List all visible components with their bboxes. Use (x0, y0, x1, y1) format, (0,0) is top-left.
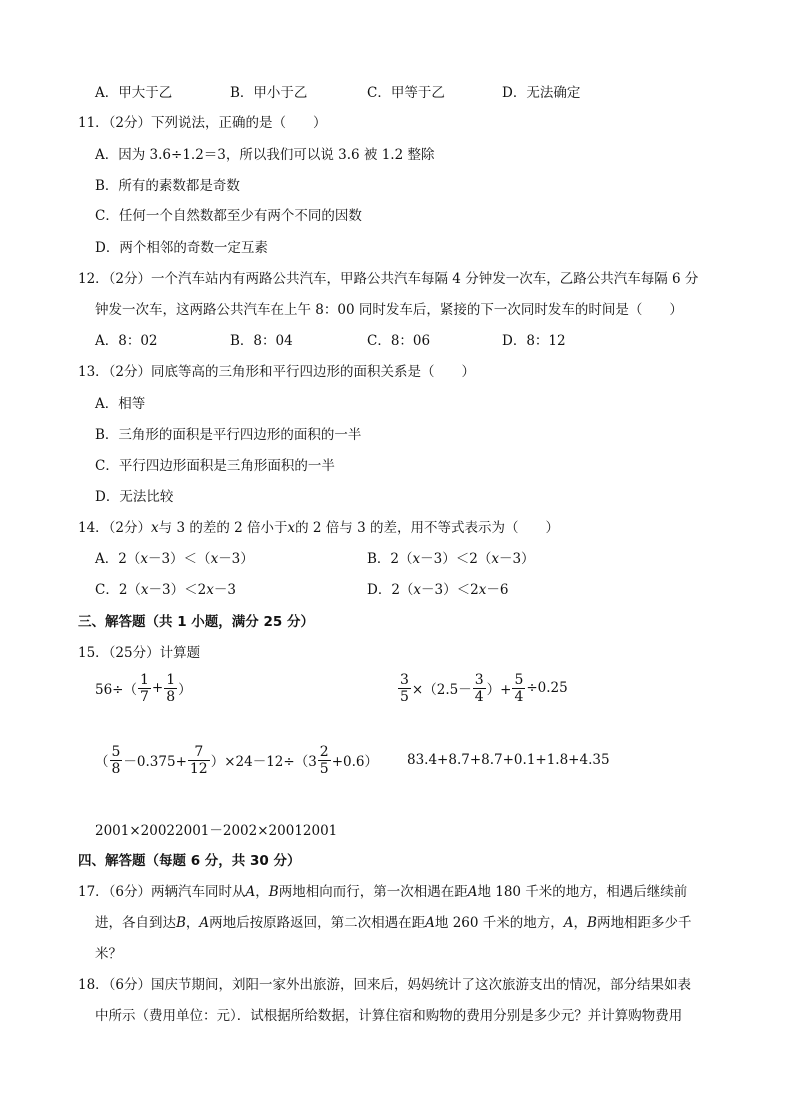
expression-4: 83.4+8.7+8.7+0.1+1.8+4.35 (407, 752, 610, 768)
q14-stem: 14．（2分）x与 3 的差的 2 倍小于x的 2 倍与 3 的差，用不等式表示为（ ） (78, 520, 559, 536)
q13-stem: 13．（2分）同底等高的三角形和平行四边形的面积关系是（ ） (78, 364, 476, 380)
expression-1: 56÷（ $\frac{1}{7}$ + $\frac{1}{8}$ ） (95, 671, 192, 705)
expression-2: $\frac{3}{5}$ ×（2.5－ $\frac{3}{4}$ ）+ $\frac{5}{4}$ ÷0.25 (400, 671, 568, 705)
section4-title: 四、解答题（每题 6 分，共 30 分） (78, 853, 301, 869)
q11-option-b: B．所有的素数都是奇数 (95, 178, 240, 194)
q17-line1: 17．（6分）两辆汽车同时从A，B两地相向而行，第一次相遇在距A地 180 千米的地方，相遇后继续前 (78, 884, 688, 900)
q17-line3: 米？ (95, 946, 122, 962)
fraction: $\frac{7}{12}$ (189, 743, 208, 777)
q11-option-d: D．两个相邻的奇数一定互素 (95, 240, 268, 256)
q14-option-c: C．2（x－3）＜2x－3 (95, 582, 236, 598)
expression-3: （ $\frac{5}{8}$ －0.375+ $\frac{7}{12}$ ）×24－12÷（3 $\frac{2}{5}$ +0.6） (95, 743, 378, 777)
q10-option-d: D．无法确定 (502, 85, 581, 101)
q12-option-b: B．8：04 (230, 333, 293, 349)
q10-option-a: A．甲大于乙 (95, 85, 173, 101)
q18-line2: 中所示（费用单位：元）．试根据所给数据，计算住宿和购物的费用分别是多少元？并计算购物费用 (95, 1008, 683, 1024)
q12-stem-line2: 钟发一次车，这两路公共汽车在上午 8：00 同时发车后，紧接的下一次同时发车的时间是（ ） (95, 302, 683, 318)
q11-stem: 11．（2分）下列说法，正确的是（ ） (78, 115, 327, 131)
q10-option-c: C．甲等于乙 (367, 85, 445, 101)
section3-title: 三、解答题（共 1 小题，满分 25 分） (78, 614, 314, 630)
q12-stem-line1: 12．（2分）一个汽车站内有两路公共汽车，甲路公共汽车每隔 4 分钟发一次车，乙路公共汽车每隔 6 分 (78, 271, 699, 287)
q11-option-a: A．因为 3.6÷1.2＝3，所以我们可以说 3.6 被 1.2 整除 (95, 147, 435, 163)
q13-option-a: A．相等 (95, 396, 146, 412)
fraction: $\frac{5}{8}$ (111, 743, 121, 777)
q14-option-a: A．2（x－3）＜（x－3） (95, 551, 254, 567)
fraction: $\frac{5}{4}$ (514, 671, 524, 705)
q15-stem: 15．（25分）计算题 (78, 645, 201, 661)
q10-option-b: B．甲小于乙 (230, 85, 308, 101)
fraction: $\frac{1}{8}$ (166, 671, 176, 705)
q11-option-c: C．任何一个自然数都至少有两个不同的因数 (95, 208, 362, 224)
q12-option-d: D．8：12 (502, 333, 566, 349)
q12-option-c: C．8：06 (367, 333, 431, 349)
expression-5: 2001×20022001－2002×20012001 (95, 823, 338, 839)
q17-line2: 进，各自到达B，A两地后按原路返回，第二次相遇在距A地 260 千米的地方，A，B两地相距多少千 (95, 915, 692, 931)
q18-line1: 18．（6分）国庆节期间，刘阳一家外出旅游，回来后，妈妈统计了这次旅游支出的情况，部分结果如表 (78, 977, 692, 993)
fraction: $\frac{2}{5}$ (319, 743, 329, 777)
q13-option-d: D．无法比较 (95, 489, 174, 505)
q14-option-b: B．2（x－3）＜2（x－3） (367, 551, 535, 567)
q13-option-b: B．三角形的面积是平行四边形的面积的一半 (95, 427, 362, 443)
q14-option-d: D．2（x－3）＜2x－6 (367, 582, 509, 598)
q12-option-a: A．8：02 (95, 333, 158, 349)
q13-option-c: C．平行四边形面积是三角形面积的一半 (95, 458, 335, 474)
fraction: $\frac{3}{4}$ (474, 671, 484, 705)
fraction: $\frac{3}{5}$ (400, 671, 409, 705)
fraction: $\frac{1}{7}$ (140, 671, 149, 705)
